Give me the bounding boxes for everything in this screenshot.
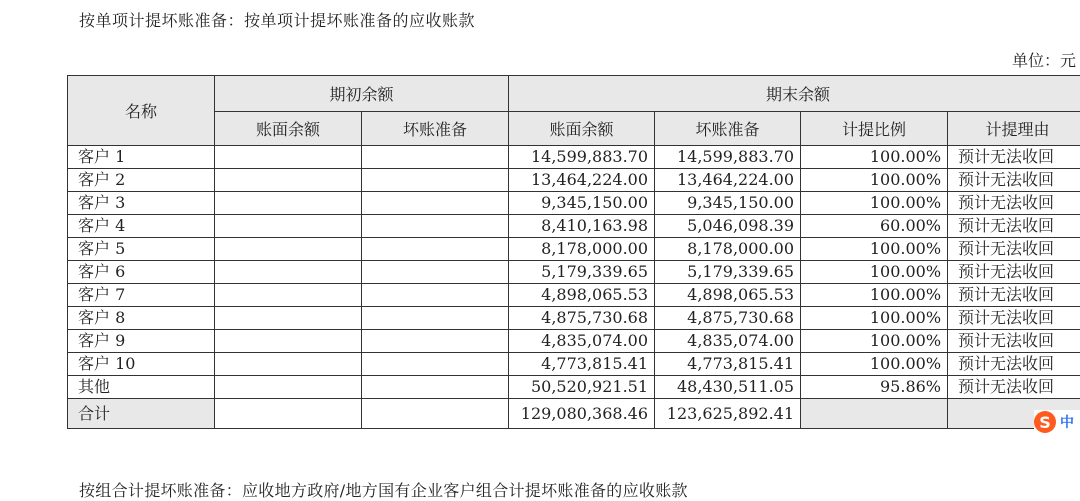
total-opening-provision-cell <box>362 399 509 429</box>
table-row <box>68 238 1080 261</box>
ratio-cell: 100.00% <box>801 307 948 330</box>
ime-language-label: 中 <box>1060 412 1074 432</box>
footer-heading: 按组合计提坏账准备：应收地方政府/地方国有企业客户组合计提坏账准备的应收账款 <box>79 478 688 501</box>
header-closing-balance: 期末余额 <box>509 76 1080 112</box>
opening-book-cell <box>215 330 362 353</box>
closing-book-cell: 4,898,065.53 <box>509 284 655 307</box>
reason-cell: 预计无法收回 <box>948 307 1080 330</box>
table-body <box>68 146 1080 429</box>
ime-logo: S <box>1034 411 1056 433</box>
closing-provision-cell: 4,835,074.00 <box>655 330 801 353</box>
ratio-cell: 60.00% <box>801 215 948 238</box>
opening-provision-cell <box>362 261 509 284</box>
opening-provision-cell <box>362 146 509 169</box>
reason-cell: 预计无法收回 <box>948 353 1080 376</box>
closing-provision-cell: 9,345,150.00 <box>655 192 801 215</box>
opening-book-cell <box>215 307 362 330</box>
opening-provision-cell <box>362 192 509 215</box>
row-name: 客户 5 <box>68 238 215 261</box>
reason-cell: 预计无法收回 <box>948 284 1080 307</box>
table-row <box>68 353 1080 376</box>
table-row <box>68 307 1080 330</box>
row-name: 客户 1 <box>68 146 215 169</box>
closing-provision-cell: 13,464,224.00 <box>655 169 801 192</box>
closing-provision-cell: 4,875,730.68 <box>655 307 801 330</box>
row-name: 客户 9 <box>68 330 215 353</box>
opening-provision-cell <box>362 307 509 330</box>
row-name: 客户 4 <box>68 215 215 238</box>
reason-cell: 预计无法收回 <box>948 238 1080 261</box>
closing-book-cell: 13,464,224.00 <box>509 169 655 192</box>
table-row <box>68 215 1080 238</box>
row-name: 客户 8 <box>68 307 215 330</box>
closing-provision-cell: 8,178,000.00 <box>655 238 801 261</box>
table-row <box>68 261 1080 284</box>
subheader-ratio: 计提比例 <box>801 112 948 146</box>
opening-provision-cell <box>362 215 509 238</box>
reason-cell: 预计无法收回 <box>948 376 1080 399</box>
bad-debt-table <box>67 75 1080 429</box>
ratio-cell: 100.00% <box>801 330 948 353</box>
total-row <box>68 399 1080 429</box>
opening-book-cell <box>215 261 362 284</box>
row-name: 客户 2 <box>68 169 215 192</box>
opening-provision-cell <box>362 376 509 399</box>
closing-book-cell: 8,410,163.98 <box>509 215 655 238</box>
closing-provision-cell: 4,898,065.53 <box>655 284 801 307</box>
closing-book-cell: 14,599,883.70 <box>509 146 655 169</box>
table-row <box>68 169 1080 192</box>
closing-book-cell: 8,178,000.00 <box>509 238 655 261</box>
total-opening-book-cell <box>215 399 362 429</box>
total-closing-provision-cell: 123,625,892.41 <box>655 399 801 429</box>
header-name: 名称 <box>68 76 215 146</box>
header-opening-balance: 期初余额 <box>215 76 509 112</box>
opening-provision-cell <box>362 330 509 353</box>
closing-book-cell: 4,773,815.41 <box>509 353 655 376</box>
ratio-cell: 100.00% <box>801 353 948 376</box>
opening-provision-cell <box>362 284 509 307</box>
closing-provision-cell: 14,599,883.70 <box>655 146 801 169</box>
closing-provision-cell: 5,179,339.65 <box>655 261 801 284</box>
subheader-reason: 计提理由 <box>948 112 1080 146</box>
opening-book-cell <box>215 146 362 169</box>
ratio-cell: 100.00% <box>801 238 948 261</box>
reason-cell: 预计无法收回 <box>948 146 1080 169</box>
ratio-cell: 100.00% <box>801 192 948 215</box>
row-name: 客户 3 <box>68 192 215 215</box>
table-row <box>68 284 1080 307</box>
ratio-cell: 95.86% <box>801 376 948 399</box>
row-name: 客户 7 <box>68 284 215 307</box>
table-row <box>68 376 1080 399</box>
closing-provision-cell: 4,773,815.41 <box>655 353 801 376</box>
row-name: 客户 10 <box>68 353 215 376</box>
opening-book-cell <box>215 238 362 261</box>
subheader-opening-book: 账面余额 <box>215 112 362 146</box>
opening-provision-cell <box>362 353 509 376</box>
closing-book-cell: 4,875,730.68 <box>509 307 655 330</box>
opening-provision-cell <box>362 169 509 192</box>
ratio-cell: 100.00% <box>801 284 948 307</box>
reason-cell: 预计无法收回 <box>948 192 1080 215</box>
row-name: 客户 6 <box>68 261 215 284</box>
subheader-closing-book: 账面余额 <box>509 112 655 146</box>
closing-provision-cell: 5,046,098.39 <box>655 215 801 238</box>
ratio-cell: 100.00% <box>801 146 948 169</box>
opening-book-cell <box>215 169 362 192</box>
opening-book-cell <box>215 284 362 307</box>
closing-book-cell: 9,345,150.00 <box>509 192 655 215</box>
closing-provision-cell: 48,430,511.05 <box>655 376 801 399</box>
opening-book-cell <box>215 353 362 376</box>
reason-cell: 预计无法收回 <box>948 261 1080 284</box>
sogou-ime-icon[interactable] <box>1034 410 1080 434</box>
total-label: 合计 <box>68 399 215 429</box>
closing-book-cell: 5,179,339.65 <box>509 261 655 284</box>
table-row <box>68 192 1080 215</box>
reason-cell: 预计无法收回 <box>948 169 1080 192</box>
opening-book-cell <box>215 215 362 238</box>
opening-provision-cell <box>362 238 509 261</box>
ratio-cell: 100.00% <box>801 169 948 192</box>
row-name: 其他 <box>68 376 215 399</box>
subheader-closing-provision: 坏账准备 <box>655 112 801 146</box>
opening-book-cell <box>215 192 362 215</box>
opening-book-cell <box>215 376 362 399</box>
subheader-opening-provision: 坏账准备 <box>362 112 509 146</box>
ratio-cell: 100.00% <box>801 261 948 284</box>
unit-label: 单位：元 <box>1012 48 1076 71</box>
section-heading: 按单项计提坏账准备：按单项计提坏账准备的应收账款 <box>79 8 475 31</box>
closing-book-cell: 4,835,074.00 <box>509 330 655 353</box>
reason-cell: 预计无法收回 <box>948 215 1080 238</box>
table-row <box>68 330 1080 353</box>
table-row <box>68 146 1080 169</box>
total-ratio-cell <box>801 399 948 429</box>
total-closing-book-cell: 129,080,368.46 <box>509 399 655 429</box>
closing-book-cell: 50,520,921.51 <box>509 376 655 399</box>
reason-cell: 预计无法收回 <box>948 330 1080 353</box>
